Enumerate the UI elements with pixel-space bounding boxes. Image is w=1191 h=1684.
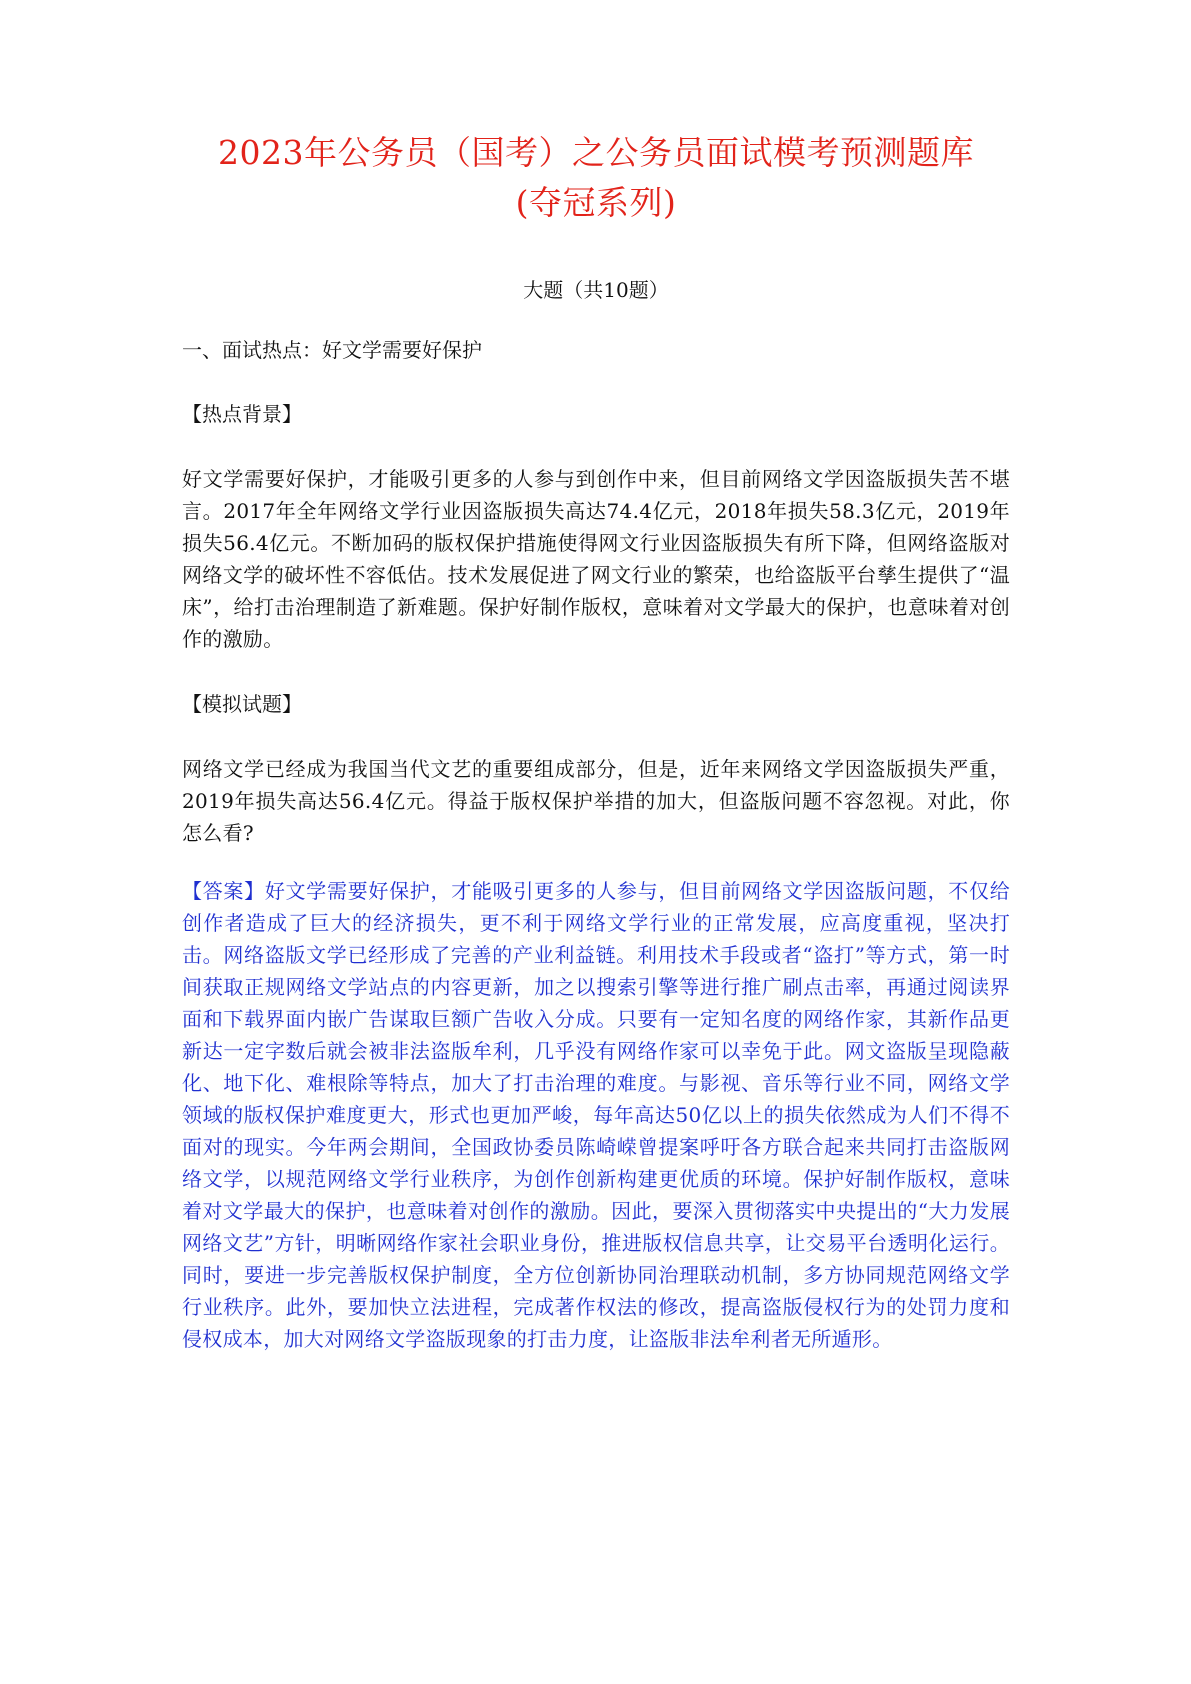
document-title bbox=[182, 128, 1010, 228]
answer-paragraph: 【答案】好文学需要好保护，才能吸引更多的人参与，但目前网络文学因盗版问题，不仅给创作者造成了巨大的经济损失，更不利于网络文学行业的正常发展，应高度重视，坚决打击。网络盗版文学已经形成了完善的产业利益链。利用技术手段或者“盗打”等方式，第一时间获取正规网络文学站点的内容更新，加之以搜索引擎等进行推广刷点击率，再通过阅读界面和下载界面内嵌广告谋取巨额广告收入分成。只要有一定知名度的网络作家，其新作品更新达一定字数后就会被非法盗版牟利，几乎没有网络作家可以幸免于此。网文盗版呈现隐蔽化、地下化、难根除等特点，加大了打击治理的难度。与影视、音乐等行业不同，网络文学领域的版权保护难度更大，形式也更加严峻，每年高达50亿以上的损失依然成为人们不得不面对的现实。今年两会期间，全国政协委员陈崎嵘曾提案呼吁各方联合起来共同打击盗版网络文学，以规范网络文学行业秩序，为创作创新构建更优质的环境。保护好制作版权，意味着对文学最大的保护，也意味着对创作的激励。因此，要深入贯彻落实中央提出的“大力发展网络文艺”方针，明晰网络作家社会职业身份，推进版权信息共享，让交易平台透明化运行。同时，要进一步完善版权保护制度，全方位创新协同治理联动机制，多方协同规范网络文学行业秩序。此外，要加快立法进程，完成著作权法的修改，提高盗版侵权行为的处罚力度和侵权成本，加大对网络文学盗版现象的打击力度，让盗版非法牟利者无所遁形。 bbox=[182, 879, 1010, 1351]
mock-question-paragraph: 网络文学已经成为我国当代文艺的重要组成部分，但是，近年来网络文学因盗版损失严重，2019年损失高达56.4亿元。得益于版权保护举措的加大，但盗版问题不容忽视。对此，你怎么看? bbox=[182, 757, 1010, 845]
section-count: 大题（共10题） bbox=[523, 278, 669, 302]
mock-question-heading: 【模拟试题】 bbox=[182, 692, 302, 716]
question-title: 一、面试热点：好文学需要好保护 bbox=[182, 338, 482, 362]
background-paragraph: 好文学需要好保护，才能吸引更多的人参与到创作中来，但目前网络文学因盗版损失苦不堪言。2017年全年网络文学行业因盗版损失高达74.4亿元，2018年损失58.3亿元，2019年损失56.4亿元。不断加码的版权保护措施使得网文行业因盗版损失有所下降，但网络盗版对网络文学的破坏性不容低估。技术发展促进了网文行业的繁荣，也给盗版平台孳生提供了“温床”，给打击治理制造了新难题。保护好制作版权，意味着对文学最大的保护，也意味着对创作的激励。 bbox=[182, 467, 1010, 651]
document-page bbox=[182, 128, 1010, 1355]
title-line-2: (夺冠系列) bbox=[515, 183, 677, 222]
title-line-1: 2023年公务员（国考）之公务员面试模考预测题库 bbox=[218, 133, 974, 172]
background-heading: 【热点背景】 bbox=[182, 402, 302, 426]
